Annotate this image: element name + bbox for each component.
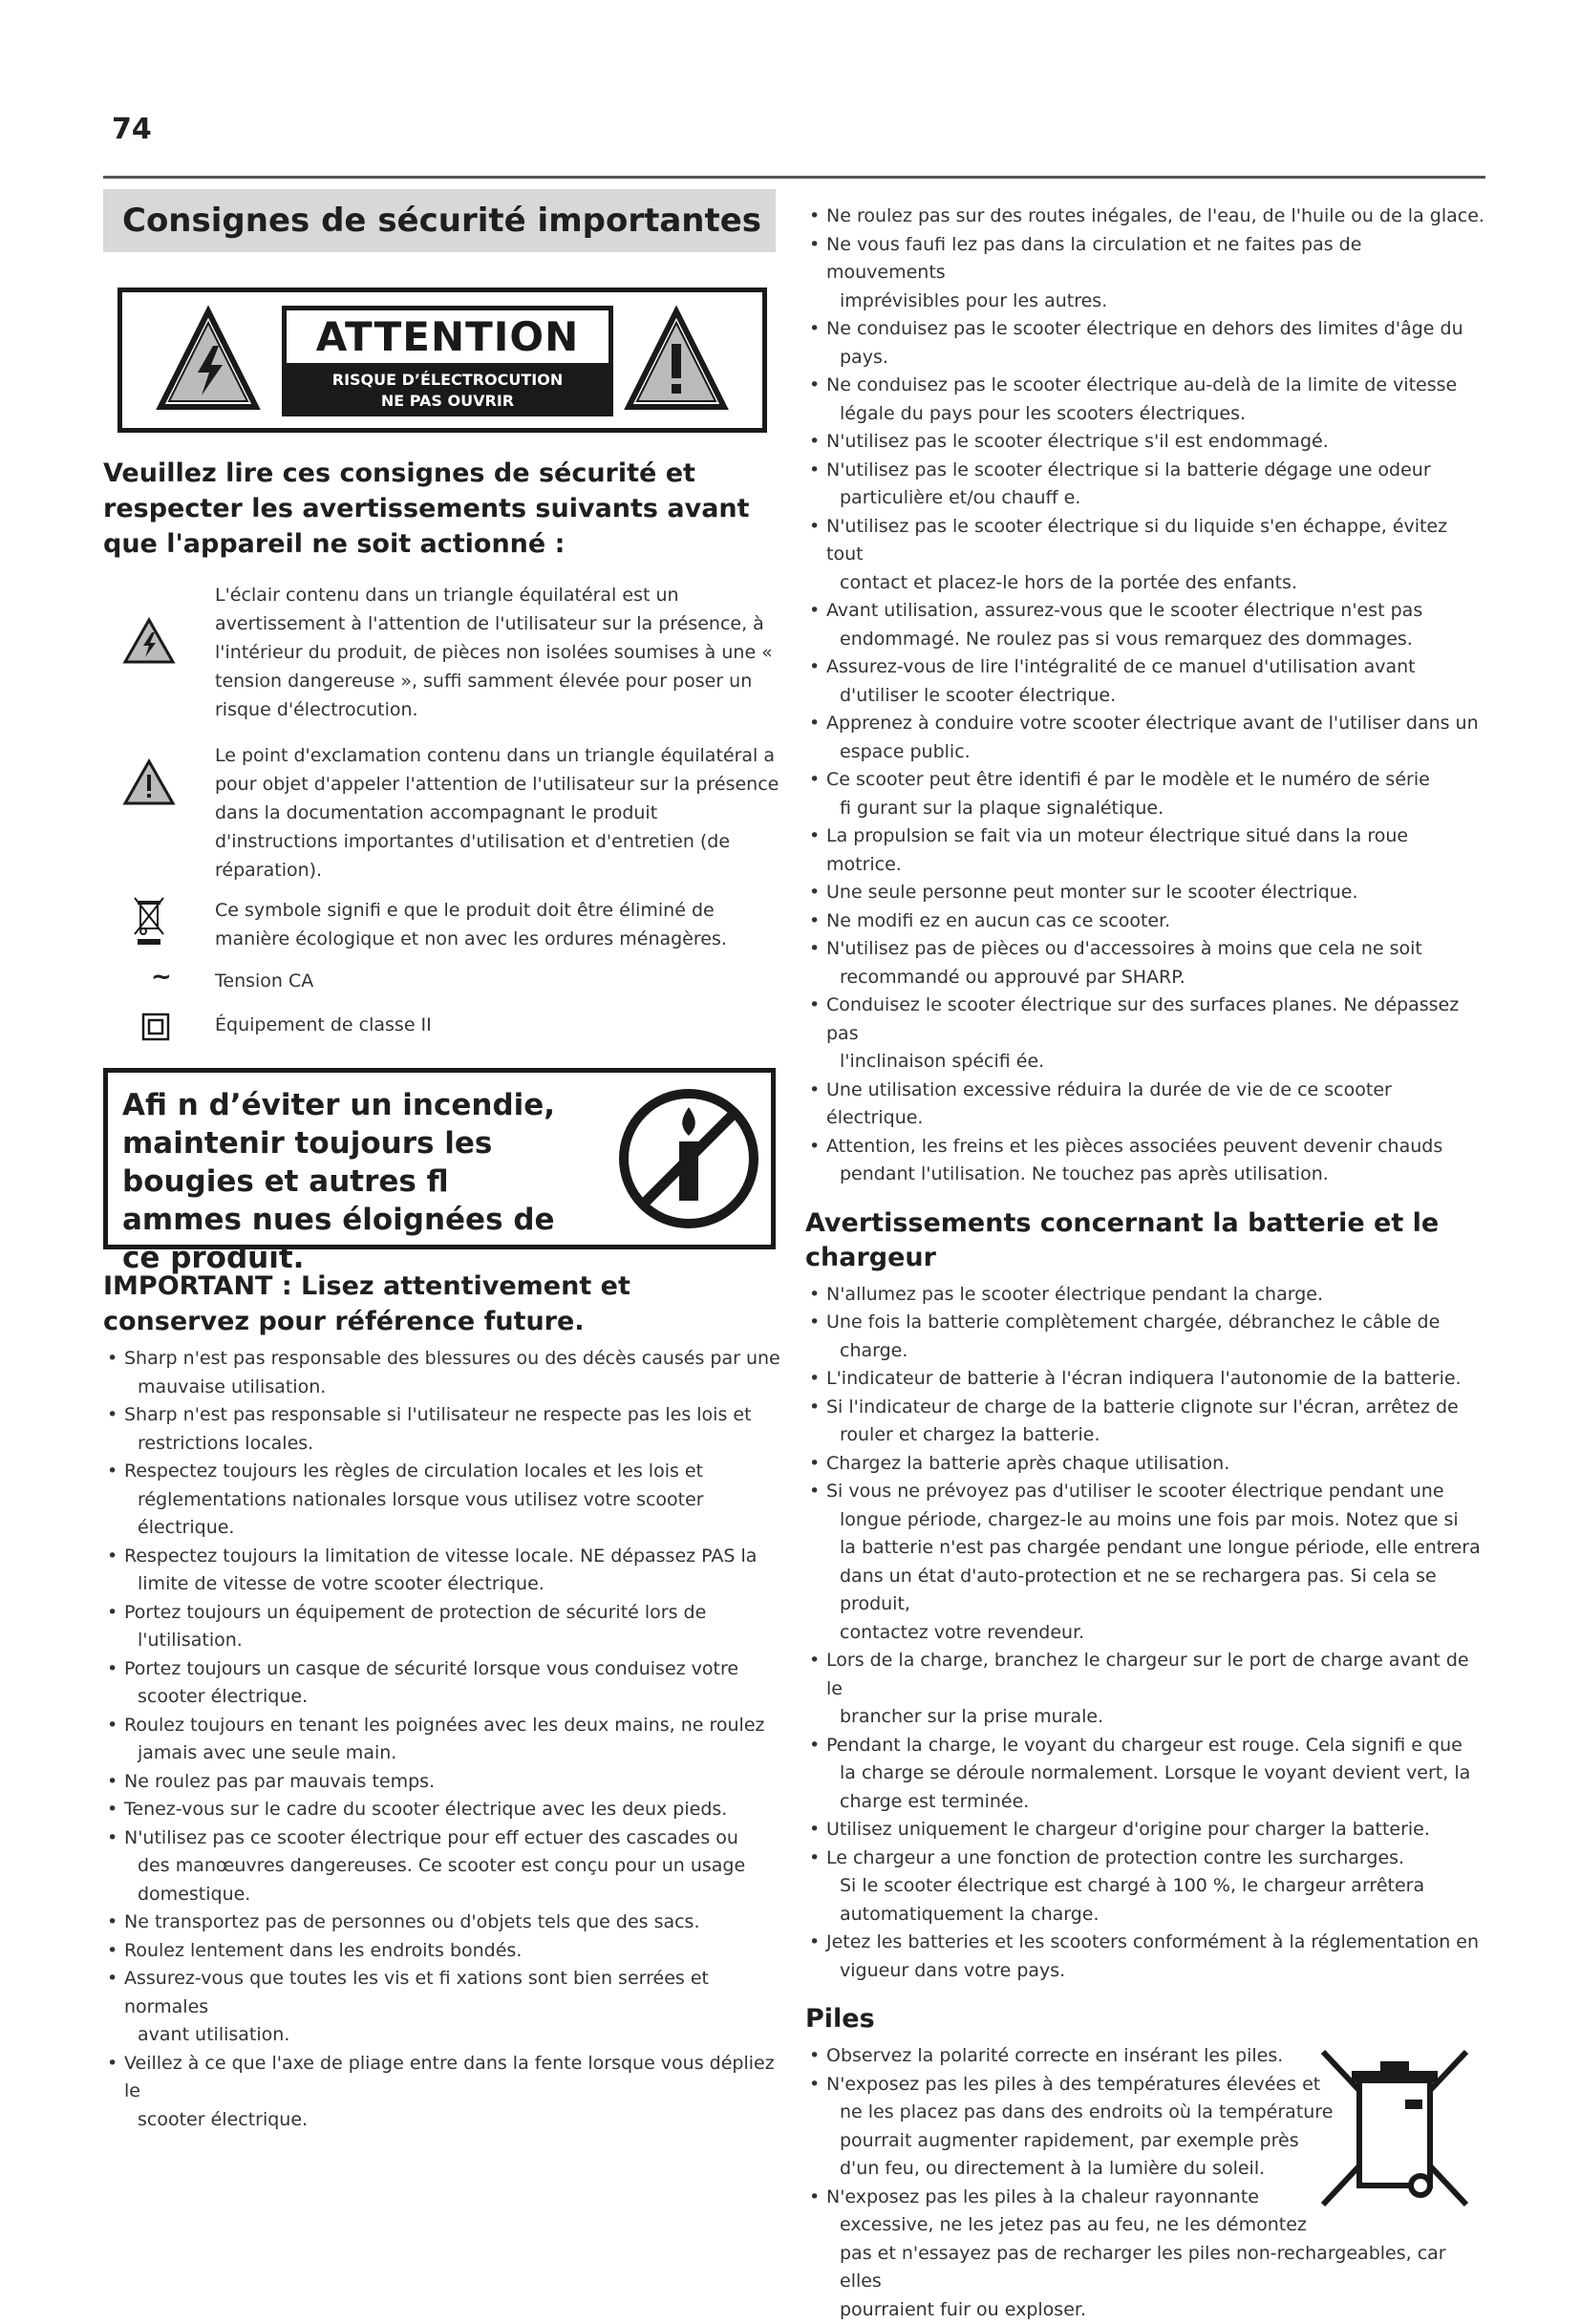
symbol-text: Équipement de classe II xyxy=(215,1011,783,1039)
symbol-row xyxy=(103,581,783,724)
bullet-line: • N'exposez pas les piles à la chaleur rayonnante xyxy=(826,2184,1485,2212)
bullet-item xyxy=(805,1647,1485,1732)
piles-heading: Piles xyxy=(805,2002,1485,2036)
section-title: Consignes de sécurité importantes xyxy=(103,189,776,252)
bullet-line: l'inclinaison spécifi ée. xyxy=(826,1048,1485,1077)
piles-section xyxy=(805,2042,1485,2324)
bullet-item xyxy=(103,1768,783,1797)
safety-bullet-list xyxy=(805,203,1485,1189)
bullet-line: • Portez toujours un casque de sécurité lorsque vous conduisez votre xyxy=(124,1655,783,1684)
bullet-line: • N'exposez pas les piles à des températures élevées et xyxy=(826,2071,1485,2100)
bullet-item xyxy=(805,1365,1485,1394)
bullet-line: espace public. xyxy=(826,738,1485,767)
bullet-line: avant utilisation. xyxy=(124,2021,783,2050)
bullet-item xyxy=(805,1816,1485,1844)
bullet-line: • Respectez toujours la limitation de vitesse locale. NE dépassez PAS la xyxy=(124,1543,783,1571)
bullet-item xyxy=(103,1543,783,1599)
bullet-line: scooter électrique. xyxy=(124,1683,783,1712)
bullet-item xyxy=(805,879,1485,907)
bullet-line: fi gurant sur la plaque signalétique. xyxy=(826,795,1485,823)
bullet-item xyxy=(805,822,1485,879)
bullet-item xyxy=(805,766,1485,822)
bullet-line: des manœuvres dangereuses. Ce scooter est conçu pour un usage xyxy=(124,1852,783,1881)
bullet-line: • Assurez-vous de lire l'intégralité de ce manuel d'utilisation avant xyxy=(826,653,1485,682)
bullet-line: • Veillez à ce que l'axe de pliage entre dans la fente lorsque vous dépliez le xyxy=(124,2050,783,2106)
bullet-line: • Ne roulez pas sur des routes inégales, de l'eau, de l'huile ou de la glace. xyxy=(826,203,1485,231)
bullet-item xyxy=(103,1796,783,1824)
bullet-item xyxy=(805,1133,1485,1189)
symbol-row xyxy=(103,741,783,885)
bullet-item xyxy=(103,1345,783,1401)
bullet-item xyxy=(805,2042,1485,2071)
bullet-line: recommandé ou approuvé par SHARP. xyxy=(826,964,1485,992)
bullet-line: • Assurez-vous que toutes les vis et fi xations sont bien serrées et normales xyxy=(124,1965,783,2021)
bullet-item xyxy=(805,315,1485,372)
bullet-line: ne les placez pas dans des endroits où la température xyxy=(826,2099,1485,2127)
bullet-line: • Ne modifi ez en aucun cas ce scooter. xyxy=(826,907,1485,936)
bullet-line: restrictions locales. xyxy=(124,1430,783,1459)
bullet-line: • Conduisez le scooter électrique sur des surfaces planes. Ne dépassez pas xyxy=(826,991,1485,1048)
safety-bullet-list xyxy=(103,1345,783,2134)
bullet-line: • Si vous ne prévoyez pas d'utiliser le scooter électrique pendant une xyxy=(826,1478,1485,1506)
bullet-item xyxy=(805,1309,1485,1365)
bullet-line: • Respectez toujours les règles de circulation locales et les lois et xyxy=(124,1458,783,1486)
bullet-item xyxy=(805,1732,1485,1817)
bullet-item xyxy=(805,428,1485,457)
bullet-line: la charge se déroule normalement. Lorsque le voyant devient vert, la xyxy=(826,1759,1485,1788)
bullet-line: pays. xyxy=(826,344,1485,373)
bullet-line: • Ne conduisez pas le scooter électrique en dehors des limites d'âge du xyxy=(826,315,1485,344)
bullet-line: mauvaise utilisation. xyxy=(124,1374,783,1402)
bullet-item xyxy=(805,710,1485,766)
symbol-row xyxy=(103,1011,783,1039)
bullet-line: domestique. xyxy=(124,1881,783,1909)
bullet-item xyxy=(805,231,1485,316)
bullet-item xyxy=(805,1844,1485,1930)
bullet-line: • Observez la polarité correcte en insérant les piles. xyxy=(826,2042,1485,2071)
attention-center-panel xyxy=(282,306,613,416)
bullet-item xyxy=(805,1478,1485,1647)
battery-heading: Avertissements concernant la batterie et le chargeur xyxy=(805,1206,1485,1275)
right-column xyxy=(805,203,1485,2324)
fire-warning-box xyxy=(103,1068,776,1249)
bullet-line: • N'utilisez pas de pièces ou d'accessoires à moins que cela ne soit xyxy=(826,935,1485,964)
bullet-line: • Si l'indicateur de charge de la batterie clignote sur l'écran, arrêtez de xyxy=(826,1394,1485,1422)
page-number: 74 xyxy=(112,113,152,146)
bullet-line: • Une seule personne peut monter sur le scooter électrique. xyxy=(826,879,1485,907)
bullet-item xyxy=(103,2050,783,2135)
exclamation-triangle-icon xyxy=(122,758,176,806)
bullet-line: pourraient fuir ou exploser. xyxy=(826,2296,1485,2324)
bullet-line: particulière et/ou chauff e. xyxy=(826,484,1485,513)
bullet-line: brancher sur la prise murale. xyxy=(826,1703,1485,1732)
symbol-row xyxy=(103,967,783,995)
bullet-line: jamais avec une seule main. xyxy=(124,1739,783,1768)
bullet-line: • N'utilisez pas ce scooter électrique pour eff ectuer des cascades ou xyxy=(124,1824,783,1853)
bullet-line: l'utilisation. xyxy=(124,1627,783,1655)
bullet-line: • La propulsion se fait via un moteur électrique situé dans la roue motrice. xyxy=(826,822,1485,879)
bullet-line: • Tenez-vous sur le cadre du scooter électrique avec les deux pieds. xyxy=(124,1796,783,1824)
lightning-triangle-icon xyxy=(122,617,176,665)
symbol-text: Le point d'exclamation contenu dans un triangle équilatéral a pour objet d'appeler l'attention de l'utilisateur sur la présence dans la documentation accompagnant le produit d'instructions importantes d'utilisation et d'entretien (de réparation). xyxy=(215,741,783,885)
bullet-line: électrique. xyxy=(124,1514,783,1543)
bullet-item xyxy=(805,1929,1485,1985)
bullet-item xyxy=(103,1655,783,1712)
exclamation-triangle-icon xyxy=(624,306,729,413)
fire-warning-text: Afi n d’éviter un incendie, maintenir toujours les bougies et autres fl ammes nues éloignées de ce produit. xyxy=(122,1086,571,1277)
attention-line-1: RISQUE D’ÉLECTROCUTION xyxy=(282,371,613,389)
bullet-line: • Pendant la charge, le voyant du chargeur est rouge. Cela signifi e que xyxy=(826,1732,1485,1760)
bullet-item xyxy=(103,1599,783,1655)
bullet-line: • Une utilisation excessive réduira la durée de vie de ce scooter électrique. xyxy=(826,1077,1485,1133)
bullet-line: • Sharp n'est pas responsable des blessures ou des décès causés par une xyxy=(124,1345,783,1374)
bullet-line: • Avant utilisation, assurez-vous que le scooter électrique n'est pas xyxy=(826,597,1485,626)
bullet-line: pendant l'utilisation. Ne touchez pas après utilisation. xyxy=(826,1161,1485,1189)
bullet-item xyxy=(805,1077,1485,1133)
bullet-line: imprévisibles pour les autres. xyxy=(826,288,1485,316)
class-ii-icon xyxy=(141,1013,170,1041)
bullet-line: • Ne vous faufi lez pas dans la circulation et ne faites pas de mouvements xyxy=(826,231,1485,288)
attention-line-2: NE PAS OUVRIR xyxy=(282,392,613,410)
bullet-line: d'un feu, ou directement à la lumière du soleil. xyxy=(826,2155,1485,2184)
bullet-line: • Chargez la batterie après chaque utilisation. xyxy=(826,1450,1485,1479)
symbol-text: L'éclair contenu dans un triangle équilatéral est un avertissement à l'attention de l'utilisateur sur la présence, à l'intérieur du produit, de pièces non isolées soumises à une « tension dangereuse », suffi samment élevée pour poser un risque d'électrocution. xyxy=(215,581,783,724)
bullet-item xyxy=(805,653,1485,710)
ac-tilde-icon: ~ xyxy=(151,963,172,991)
bullet-line: scooter électrique. xyxy=(124,2106,783,2135)
no-open-flame-icon xyxy=(616,1086,761,1231)
bullet-line: longue période, chargez-le au moins une fois par mois. Notez que si xyxy=(826,1506,1485,1535)
bullet-item xyxy=(103,1965,783,2050)
bullet-line: charge est terminée. xyxy=(826,1788,1485,1817)
bullet-line: contact et placez-le hors de la portée des enfants. xyxy=(826,569,1485,598)
bullet-item xyxy=(805,991,1485,1077)
piles-bullet-list xyxy=(805,2042,1485,2324)
bullet-line: réglementations nationales lorsque vous utilisez votre scooter xyxy=(124,1486,783,1515)
bullet-line: • Ne conduisez pas le scooter électrique au-delà de la limite de vitesse xyxy=(826,372,1485,400)
bullet-line: • Apprenez à conduire votre scooter électrique avant de l'utiliser dans un xyxy=(826,710,1485,738)
bullet-line: • Attention, les freins et les pièces associées peuvent devenir chauds xyxy=(826,1133,1485,1162)
battery-bullet-list xyxy=(805,1281,1485,1986)
bullet-line: • N'allumez pas le scooter électrique pendant la charge. xyxy=(826,1281,1485,1310)
bullet-line: vigueur dans votre pays. xyxy=(826,1957,1485,1986)
symbol-text: Tension CA xyxy=(215,967,783,995)
bullet-line: • Sharp n'est pas responsable si l'utilisateur ne respecte pas les lois et xyxy=(124,1401,783,1430)
bullet-line: Si le scooter électrique est chargé à 100 %, le chargeur arrêtera xyxy=(826,1872,1485,1901)
bullet-item xyxy=(103,1712,783,1768)
bullet-line: • Une fois la batterie complètement chargée, débranchez le câble de xyxy=(826,1309,1485,1337)
symbol-text: Ce symbole signifi e que le produit doit être éliminé de manière écologique et non avec les ordures ménagères. xyxy=(215,896,783,953)
attention-label xyxy=(117,288,767,433)
bullet-item xyxy=(805,2071,1485,2184)
top-rule xyxy=(103,176,1485,179)
bullet-line: • Portez toujours un équipement de protection de sécurité lors de xyxy=(124,1599,783,1628)
bullet-line: dans un état d'auto-protection et ne se rechargera pas. Si cela se produit, xyxy=(826,1563,1485,1619)
bullet-line: pourrait augmenter rapidement, par exemple près xyxy=(826,2127,1485,2156)
bullet-line: • N'utilisez pas le scooter électrique si du liquide s'en échappe, évitez tout xyxy=(826,513,1485,569)
bullet-line: • Lors de la charge, branchez le chargeur sur le port de charge avant de le xyxy=(826,1647,1485,1703)
bullet-line: la batterie n'est pas chargée pendant une longue période, elle entrera xyxy=(826,1534,1485,1563)
bullet-item xyxy=(103,1908,783,1937)
bullet-line: pas et n'essayez pas de recharger les piles non-rechargeables, car elles xyxy=(826,2240,1485,2296)
bullet-item xyxy=(805,203,1485,231)
bullet-item xyxy=(103,1937,783,1966)
bullet-item xyxy=(805,513,1485,598)
bullet-item xyxy=(805,2184,1485,2324)
bullet-line: limite de vitesse de votre scooter électrique. xyxy=(124,1570,783,1599)
bullet-line: • N'utilisez pas le scooter électrique si la batterie dégage une odeur xyxy=(826,457,1485,485)
important-heading: IMPORTANT : Lisez attentivement et conservez pour référence future. xyxy=(103,1269,783,1339)
bullet-line: excessive, ne les jetez pas au feu, ne les démontez xyxy=(826,2211,1485,2240)
bullet-line: • Ce scooter peut être identifi é par le modèle et le numéro de série xyxy=(826,766,1485,795)
bullet-line: • Roulez lentement dans les endroits bondés. xyxy=(124,1937,783,1966)
bullet-line: contactez votre revendeur. xyxy=(826,1619,1485,1648)
bullet-item xyxy=(805,372,1485,428)
bullet-line: charge. xyxy=(826,1337,1485,1366)
bullet-line: • Le chargeur a une fonction de protection contre les surcharges. xyxy=(826,1844,1485,1873)
weee-bin-icon xyxy=(132,896,166,946)
attention-title: ATTENTION xyxy=(287,310,609,363)
bullet-line: endommagé. Ne roulez pas si vous remarquez des dommages. xyxy=(826,626,1485,654)
bullet-line: rouler et chargez la batterie. xyxy=(826,1421,1485,1450)
bullet-line: • Ne roulez pas par mauvais temps. xyxy=(124,1768,783,1797)
bullet-line: • Utilisez uniquement le chargeur d'origine pour charger la batterie. xyxy=(826,1816,1485,1844)
lightning-triangle-icon xyxy=(156,306,261,413)
bullet-line: d'utiliser le scooter électrique. xyxy=(826,682,1485,711)
bullet-line: automatiquement la charge. xyxy=(826,1901,1485,1930)
bullet-line: • L'indicateur de batterie à l'écran indiquera l'autonomie de la batterie. xyxy=(826,1365,1485,1394)
bullet-item xyxy=(805,457,1485,513)
bullet-item xyxy=(805,597,1485,653)
bullet-line: • Ne transportez pas de personnes ou d'objets tels que des sacs. xyxy=(124,1908,783,1937)
left-column xyxy=(103,189,783,2134)
bullet-item xyxy=(103,1458,783,1543)
bullet-item xyxy=(805,1281,1485,1310)
bullet-item xyxy=(805,1394,1485,1450)
bullet-item xyxy=(805,907,1485,936)
intro-heading: Veuillez lire ces consignes de sécurité et respecter les avertissements suivants avant que l'appareil ne soit actionné : xyxy=(103,456,772,562)
bullet-line: • Jetez les batteries et les scooters conformément à la réglementation en xyxy=(826,1929,1485,1957)
symbol-row xyxy=(103,896,783,953)
bullet-line: • N'utilisez pas le scooter électrique s'il est endommagé. xyxy=(826,428,1485,457)
bullet-item xyxy=(805,935,1485,991)
bullet-item xyxy=(103,1824,783,1909)
bullet-line: • Roulez toujours en tenant les poignées avec les deux mains, ne roulez xyxy=(124,1712,783,1740)
bullet-item xyxy=(103,1401,783,1458)
bullet-item xyxy=(805,1450,1485,1479)
bullet-line: légale du pays pour les scooters électriques. xyxy=(826,400,1485,429)
